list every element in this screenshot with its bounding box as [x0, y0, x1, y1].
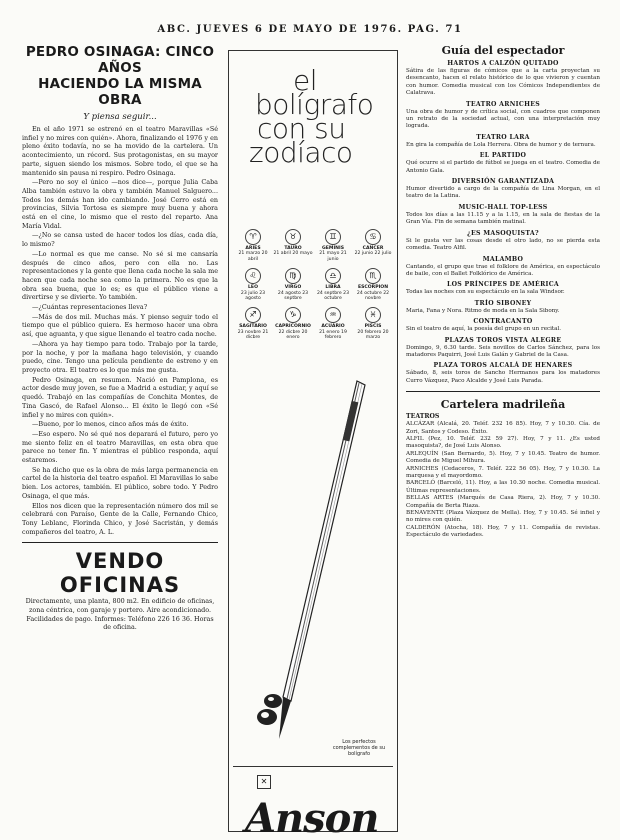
article-paragraph: —¿No se cansa usted de hacer todos los días, cada día, lo mismo? [22, 231, 218, 249]
zodiac-dates: 24 octubre 22 novbre [356, 290, 390, 302]
zodiac-sign: GEMINIS [321, 246, 345, 251]
cartelera-title: Cartelera madrileña [440, 398, 566, 412]
article-paragraph: —Pero no soy el único —nos dice—, porque Julia Caba Alba también estuvo la obra y también Manuel Salguero... Todos los demás han ido cambiando. José Cerro está en provincias, Silvia Tortosa es siempre muy buena y ahora está en el cine, lo mismo que el resto del reparto. Ana María Vidal. [22, 178, 218, 230]
guide-title: Guía del espectador [441, 44, 565, 57]
zodiac-sign: PISCIS [364, 324, 382, 330]
guide-section-heading: LOS PRÍNCIPES DE AMÉRICA [446, 281, 560, 289]
article-paragraph: Pedro Osinaga, en resumen. Nació en Pamplona, es actor desde muy joven, se fue a Madrid a estudiar, y aquí se quedó. Trabajó en las compañías de Conchita Montes, de Tina Gascó, de Rafael Alonso... El éxito le llegó con «Sé infiel y no mires con quién». [22, 375, 218, 419]
zodiac-sign: TAURO [284, 246, 302, 251]
zodiac-dates: 24 agosto 23 septbre [277, 290, 309, 302]
zodiac-dates: 23 novbre 21 dicbre [237, 329, 269, 341]
teatro-listing: ALFIL (Pez, 10. Teléf. 232 59 27). Hoy, 7 y 11. ¿Es usted masoquista?, de José Luis Alonso. [406, 435, 600, 450]
teatros-title: TEATROS [406, 413, 440, 421]
divider [406, 391, 600, 392]
brand-logo: Anson [245, 795, 379, 836]
zodiac-sign: CAPRICORNIO [275, 324, 311, 330]
teatro-listing: BARCELÓ (Barceló, 11). Hoy, a las 10.30 noche. Comedia musical. Últimas representaciones. [406, 480, 600, 494]
article-paragraph: Se ha dicho que es la obra de más larga permanencia en cartel de la historia del teatro español. El Maravillas lo sabe bien. Los actores, también. El público, sobre todo. Y Pedro Osinaga, el que más. [22, 465, 218, 500]
zodiac-glyph-icon: ♑ [285, 307, 301, 323]
zodiac-sign: LEO [248, 285, 258, 291]
article-paragraph: Ellos nos dicen que la representación número dos mil se celebrará con Paraíso, Gente de la Calle, Fernando Chico, Tony Leblanc, Florinda Chico, y José Sacristán, y demás compañeros del teatro, A. L. [22, 501, 218, 536]
guide-section-text: Sátira de las figuras de cómicos que a la carta proyectan su desencanto, hacen el relato histórico de lo que vivieron y cuentan con humor. Comedia musical con los Cómicos Independientes de Calatrava. [406, 68, 600, 97]
article-paragraph: —Ahora ya hay tiempo para todo. Trabajo por la tarde, por la noche, y por la mañana hago televisión, y cuando puedo, cine. Tengo una película pendiente de estreno y en proyecto otra. El teatro es lo que más me gusta. [22, 339, 218, 374]
zodiac-glyph-icon: ♐ [245, 307, 261, 323]
guide-section-heading: EL PARTIDO [479, 152, 527, 160]
classified-ad-title: VENDO OFICINAS [59, 549, 181, 598]
zodiac-dates: 21 enero 19 febrero [319, 329, 347, 341]
guide-section-heading: TRÍO SIBONEY [474, 299, 532, 307]
guide-section-heading: MUSIC-HALL TOP-LESS [458, 203, 548, 211]
divider [22, 542, 218, 543]
zodiac-dates: 24 septbre 23 octubre [316, 290, 350, 302]
article-paragraph: —¿Cuántas representaciones lleva? [32, 303, 148, 312]
article-subtitle: Y piensa seguir... [83, 112, 157, 122]
zodiac-dates: 23 julio 23 agosto [240, 290, 266, 302]
zodiac-sign: ACUARIO [321, 324, 345, 330]
zodiac-dates: 20 febrero 20 marzo [357, 329, 389, 341]
guide-section-text: Humor divertido a cargo de la compañía de Lina Morgan, en el teatro de la Latina. [406, 186, 600, 200]
guide-section-text: Todas las noches con su espectáculo en la sala Windsor. [406, 289, 565, 296]
zodiac-sign: VIRGO [284, 285, 302, 291]
zodiac-dates: 21 abril 20 mayo [273, 251, 313, 257]
zodiac-glyph-icon: ♋ [365, 229, 381, 245]
guide-section-heading: HARTOS A CALZÓN QUITADO [447, 60, 559, 67]
guide-sections [406, 60, 600, 385]
guide-section-heading: CONTRACANTO [473, 318, 533, 326]
guide-section-text: Cantando, el grupo que trae el folklore de América, en espectáculo de baile, con el Ballet Folklórico de América. [406, 263, 600, 277]
article-paragraph: —Bueno, por lo menos, cinco años más de éxito. [32, 420, 189, 429]
ad-headline-line: zodíaco [249, 136, 353, 169]
guide-section-heading: PLAZAS TOROS VISTA ALEGRE [444, 336, 562, 344]
guide-section-text: Maria, Fana y Nora. Ritmo de moda en la Sala Sibony. [406, 307, 560, 314]
zodiac-dates: 21 marzo 20 abril [238, 251, 268, 262]
zodiac-sign: LIBRA [325, 285, 341, 291]
zodiac-sign: SAGITARIO [239, 324, 267, 330]
zodiac-dates: 22 dicbre 20 enero [278, 329, 308, 341]
guide-section-text: Qué ocurre si el partido de fútbol se juega en el teatro. Comedia de Antonio Gala. [406, 160, 600, 174]
teatro-listing: CALDERÓN (Atocha, 18). Hoy, 7 y 11. Compañía de revistas. Espectáculo de variedades. [406, 524, 600, 539]
ad-headline-line: el [293, 64, 318, 97]
pen-icon [279, 381, 365, 739]
zodiac-glyph-icon: ♉ [285, 229, 301, 245]
classified-ad-text: Directamente, una planta, 800 m2. En edificio de oficinas, zona céntrica, con garaje y portero. Aire acondicionado. Facilidades de pago. Informes: Teléfono 226 16 36. Horas de oficina. [25, 597, 215, 632]
ad-frame [228, 50, 398, 836]
zodiac-dates: 21 mayo 21 junio [319, 251, 347, 262]
zodiac-dates: 22 junio 22 julio [354, 251, 392, 257]
article-paragraph: En el año 1971 se estrenó en el teatro Maravillas «Sé infiel y no mires con quién». Ahora, finalizando el 1976 y en pleno éxito todavía, no se ha movido de la cartelera. Un acontecimiento, un récord. Sus protagonistas, en su mayor parte, siguen siendo los mismos. Sobre todo, el que se ha mantenido sin pausa ni respiro. Pedro Osinaga. [22, 125, 218, 177]
guide-section-heading: PLAZA TOROS ALCALÁ DE HENARES [433, 362, 573, 370]
guide-section-text: Si le gusta ver las cosas desde el otro lado, no se pierda esta comedia. Teatro Alfil. [406, 237, 600, 252]
zodiac-sign: CANCER [362, 246, 384, 251]
brand-mark-icon: ✕ [257, 775, 271, 789]
ad-tagline: Los perfectos complementos de su bolígrafo [332, 739, 386, 757]
zodiac-glyph-icon: ♏ [365, 268, 381, 284]
article-title-line-1: PEDRO OSINAGA: CINCO AÑOS [25, 44, 215, 76]
pen-advertisement [228, 44, 398, 836]
zodiac-glyph-icon: ♓ [365, 307, 381, 323]
article-paragraph: —Eso espero. No sé qué nos deparará el futuro, pero yo me siento feliz en el teatro Maravillas, en esta obra que parece no tener fin. Y mientras el público responda, aquí estaremos. [22, 429, 218, 465]
zodiac-glyph-icon: ♈ [245, 229, 261, 245]
guide-section-heading: TEATRO ARNICHES [465, 100, 541, 108]
article-paragraph: —Lo normal es que me canse. No sé si me cansaría después de cinco años, pero con ella no. Las representaciones y la gente que llena cada noche la sala me hacen que cada noche sea como la primera. No es que la obra sea buena, que lo es; es que el público viene a divertirse y se divierte. Yo también. [22, 249, 218, 302]
teatro-listing: ALCÁZAR (Alcalá, 20. Teléf. 232 16 85). Hoy, 7 y 10.30. Cía. de Zori, Santos y Codeso. Éxito. [406, 421, 600, 435]
guide-column [406, 44, 600, 836]
page-header: ABC. JUEVES 6 DE MAYO DE 1976. PAG. 71 [157, 24, 463, 35]
guide-section-text: Una obra de humor y de crítica social, con cuadros que componen un retrato de la sociedad actual, con una interpretación muy lograda. [406, 108, 600, 130]
guide-section-heading: DIVERSIÓN GARANTIZADA [451, 178, 555, 186]
teatro-listing: BELLAS ARTES (Marqués de Casa Riera, 2). Hoy, 7 y 10.30. Compañía de Berta Riaza. [406, 495, 600, 509]
teatro-listing: ARLEQUÍN (San Bernardo, 5). Hoy, 7 y 10.45. Teatro de humor. Comedia de Miguel Mihura. [406, 450, 600, 465]
guide-section-text: Sábado, 8, seis toros de Sancho Hermanos para los matadores Curro Vázquez, Paco Alcalde y José Luis Parada. [406, 370, 600, 384]
zodiac-glyph-icon: ♎ [325, 268, 341, 284]
pen-illustration [229, 51, 397, 831]
article-title-line-2: HACIENDO LA MISMA OBRA [38, 76, 202, 108]
zodiac-glyph-icon: ♒ [325, 307, 341, 323]
guide-section-text: Domingo, 9, 6.30 tarde. Seis novillos de Carlos Sánchez, para los matadores Paquirri, José Luis Galán y Gabriel de la Casa. [406, 344, 600, 358]
ad-headline-line: bolígrafo [255, 88, 374, 121]
spheres-icon [257, 694, 282, 725]
ad-headline-line: con su [257, 112, 346, 145]
teatro-listing: BENAVENTE (Plaza Vázquez de Mella). Hoy, 7 y 10.45. Sé infiel y no mires con quién. [406, 510, 600, 524]
guide-section-text: Todos los días a las 11.15 y a la 1.15, en la sala de fiestas de la Gran Vía. Fin de semana también matinal. [406, 211, 600, 226]
guide-section-heading: MALAMBO [482, 255, 524, 263]
zodiac-sign: ESCORPION [357, 285, 389, 291]
zodiac-glyph-icon: ♌ [245, 268, 261, 284]
zodiac-glyph-icon: ♍ [285, 268, 301, 284]
article-paragraph: —Más de dos mil. Muchas más. Y pienso seguir todo el tiempo que el público quiera. Es hermoso hacer una obra así, que aguanta, y que sigue llenando el teatro cada noche. [22, 312, 218, 339]
guide-section-heading: ¿ES MASOQUISTA? [467, 229, 539, 237]
guide-section-text: En gira la compañía de Lola Herrera. Obra de humor y de ternura. [406, 141, 596, 148]
article-column [22, 44, 218, 836]
zodiac-sign: ARIES [245, 246, 261, 251]
teatro-listing: ARNICHES (Cedaceros, 7. Teléf. 222 56 05). Hoy, 7 y 10.30. La marquesa y el mayordomo. [406, 465, 600, 479]
teatros-list [406, 421, 600, 540]
guide-section-text: Sin el teatro de aquí, la poesía del grupo en un recital. [406, 326, 562, 333]
brand-block [233, 766, 393, 836]
guide-section-heading: TEATRO LARA [476, 133, 530, 141]
zodiac-glyph-icon: ♊ [325, 229, 341, 245]
